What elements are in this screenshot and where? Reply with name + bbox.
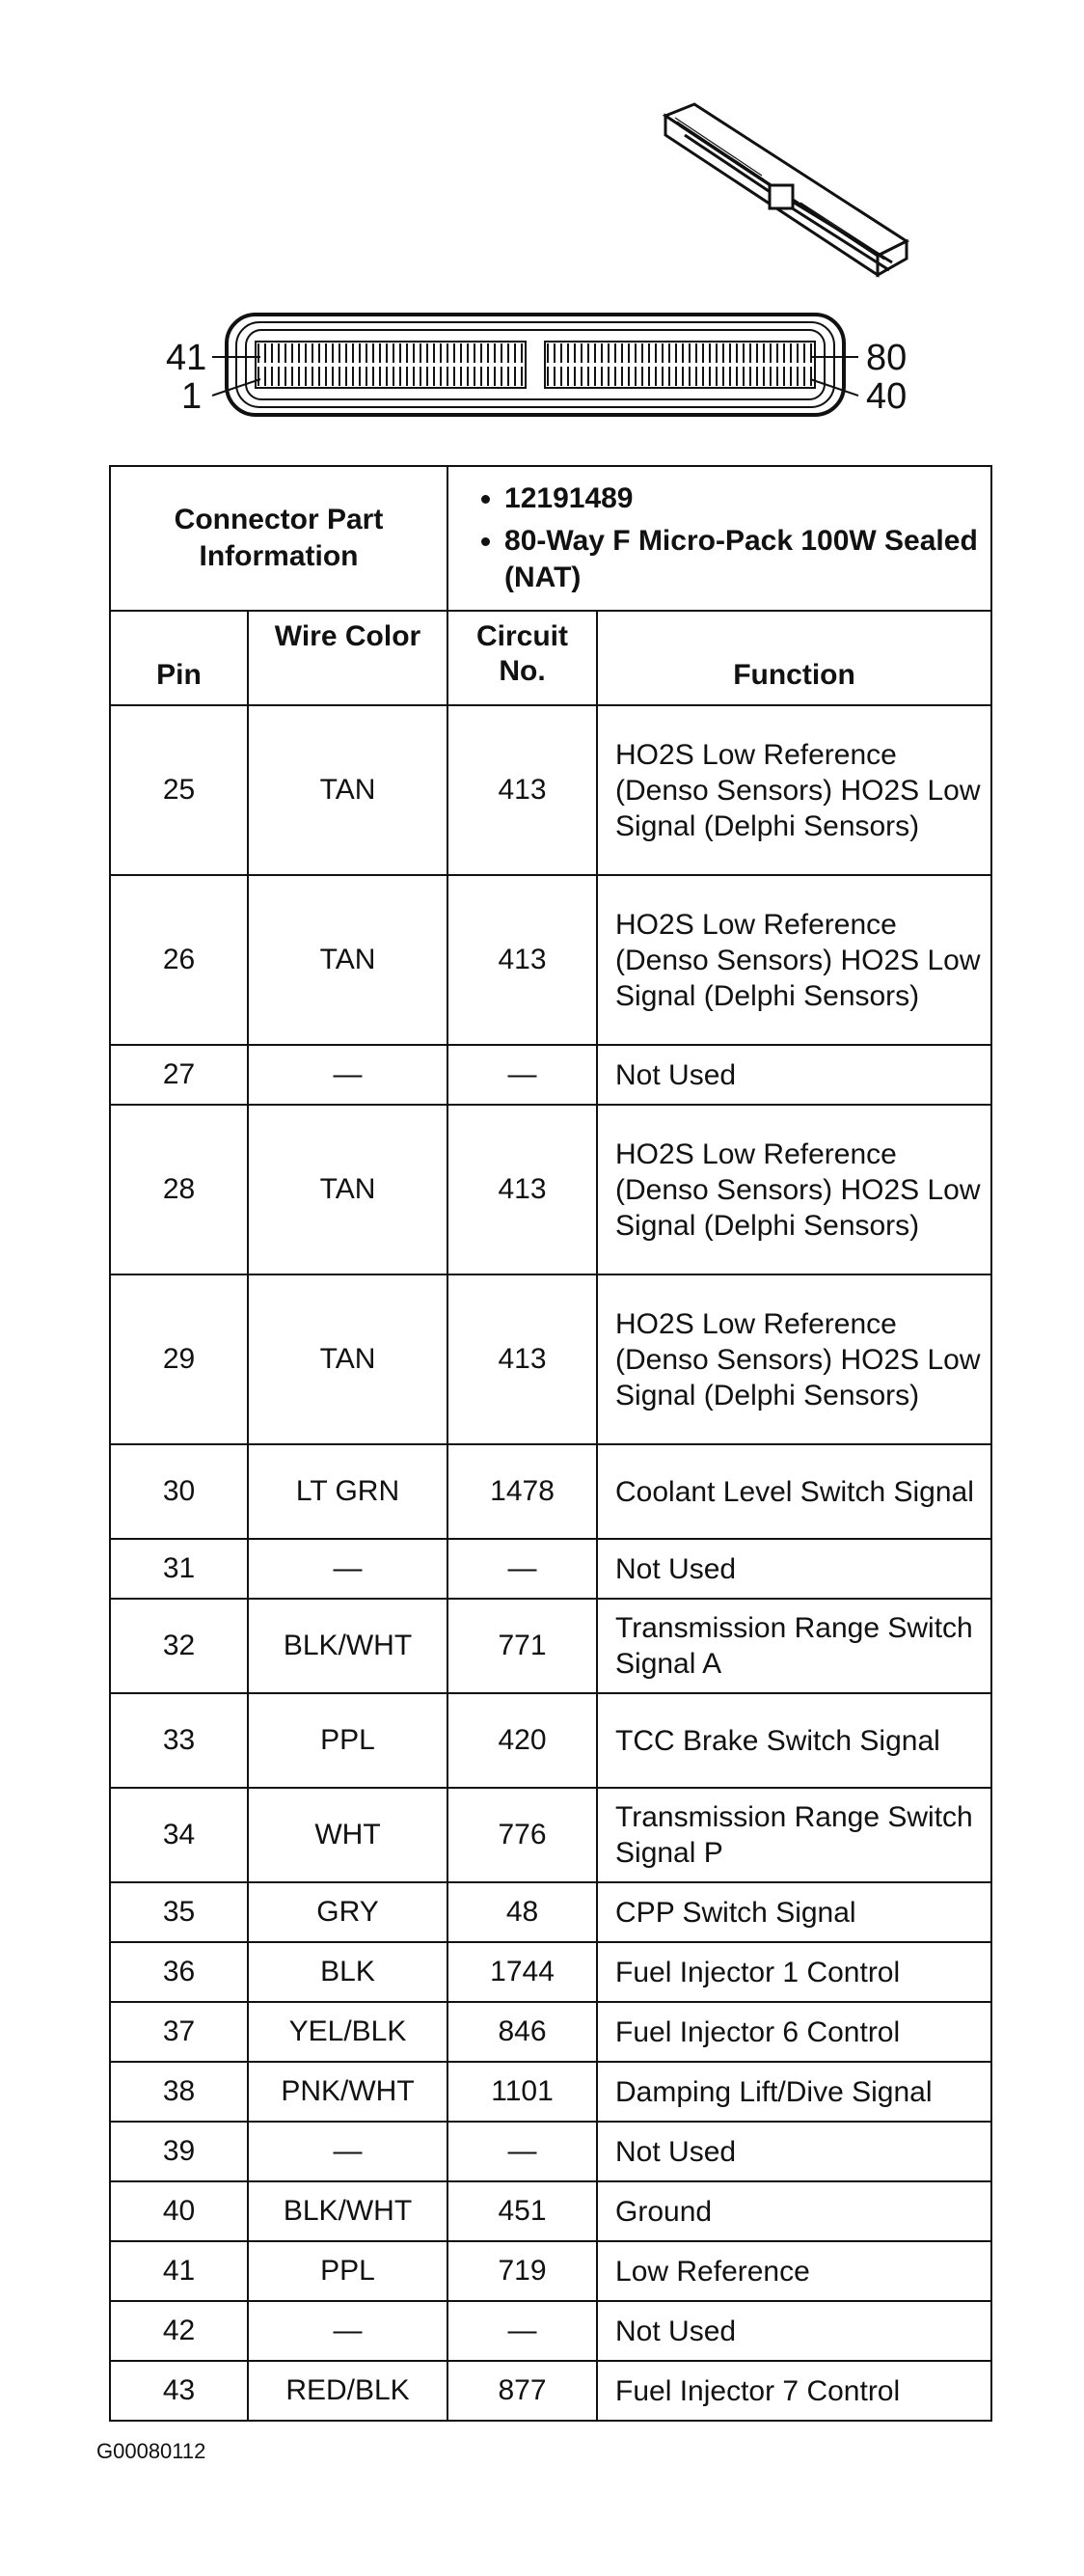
- wire-color-cell: GRY: [248, 1882, 447, 1942]
- pin-cell: 31: [110, 1539, 248, 1599]
- circuit-no-cell: 776: [447, 1788, 597, 1882]
- connector-pin-table: [109, 465, 992, 2422]
- wire-color-cell: PNK/WHT: [248, 2062, 447, 2122]
- wire-color-column-header: Wire Color: [248, 611, 447, 705]
- pin-cell: 39: [110, 2122, 248, 2181]
- pin-cell: 27: [110, 1045, 248, 1105]
- table-row: [110, 2181, 991, 2241]
- circuit-no-cell: —: [447, 1045, 597, 1105]
- function-cell: Low Reference: [597, 2241, 991, 2301]
- pin-cell: 29: [110, 1274, 248, 1444]
- wire-color-cell: —: [248, 1045, 447, 1105]
- circuit-no-cell: —: [447, 1539, 597, 1599]
- table-row: [110, 1693, 991, 1788]
- function-cell: HO2S Low Reference (Denso Sensors) HO2S Low Signal (Delphi Sensors): [597, 1274, 991, 1444]
- pin-cell: 40: [110, 2181, 248, 2241]
- pin-cell: 41: [110, 2241, 248, 2301]
- function-cell: HO2S Low Reference (Denso Sensors) HO2S Low Signal (Delphi Sensors): [597, 1105, 991, 1274]
- function-cell: Fuel Injector 7 Control: [597, 2361, 991, 2421]
- pin-cell: 30: [110, 1444, 248, 1539]
- function-column-header: Function: [597, 611, 991, 705]
- function-cell: Not Used: [597, 2122, 991, 2181]
- function-cell: CPP Switch Signal: [597, 1882, 991, 1942]
- function-cell: Not Used: [597, 1539, 991, 1599]
- pin-cell: 26: [110, 875, 248, 1045]
- pin-label-41: 41: [166, 338, 207, 378]
- wire-color-cell: TAN: [248, 1105, 447, 1274]
- circuit-no-cell: 1744: [447, 1942, 597, 2002]
- wire-color-cell: TAN: [248, 1274, 447, 1444]
- pin-label-80: 80: [866, 338, 908, 378]
- circuit-no-cell: 719: [447, 2241, 597, 2301]
- wire-color-cell: TAN: [248, 705, 447, 875]
- function-cell: Fuel Injector 6 Control: [597, 2002, 991, 2062]
- circuit-no-cell: 413: [447, 1274, 597, 1444]
- circuit-no-cell: —: [447, 2122, 597, 2181]
- table-row: [110, 1105, 991, 1274]
- table-row: [110, 1274, 991, 1444]
- pin-cell: 42: [110, 2301, 248, 2361]
- table-row: [110, 2122, 991, 2181]
- circuit-no-cell: 1478: [447, 1444, 597, 1539]
- circuit-no-cell: 877: [447, 2361, 597, 2421]
- connector-part-details: [447, 466, 991, 611]
- circuit-no-cell: 1101: [447, 2062, 597, 2122]
- connector-info-row: [110, 466, 991, 611]
- pin-cell: 33: [110, 1693, 248, 1788]
- table-row: [110, 1788, 991, 1882]
- circuit-no-cell: 413: [447, 705, 597, 875]
- function-cell: Transmission Range Switch Signal A: [597, 1599, 991, 1693]
- wire-color-cell: —: [248, 2122, 447, 2181]
- wire-color-cell: YEL/BLK: [248, 2002, 447, 2062]
- circuit-no-cell: 413: [447, 1105, 597, 1274]
- function-cell: HO2S Low Reference (Denso Sensors) HO2S Low Signal (Delphi Sensors): [597, 875, 991, 1045]
- circuit-no-cell: 771: [447, 1599, 597, 1693]
- connector-info-label: Connector Part Information: [110, 466, 447, 611]
- part-description: • 80-Way F Micro-Pack 100W Sealed (NAT): [504, 523, 990, 596]
- table-row: [110, 2301, 991, 2361]
- function-cell: HO2S Low Reference (Denso Sensors) HO2S Low Signal (Delphi Sensors): [597, 705, 991, 875]
- table-row: [110, 1599, 991, 1693]
- function-cell: Coolant Level Switch Signal: [597, 1444, 991, 1539]
- function-cell: Not Used: [597, 1045, 991, 1105]
- function-cell: Not Used: [597, 2301, 991, 2361]
- circuit-no-column-header: Circuit No.: [447, 611, 597, 705]
- table-row: [110, 1444, 991, 1539]
- circuit-no-cell: 451: [447, 2181, 597, 2241]
- function-cell: Fuel Injector 1 Control: [597, 1942, 991, 2002]
- table-row: [110, 1882, 991, 1942]
- pin-cell: 38: [110, 2062, 248, 2122]
- circuit-no-cell: 846: [447, 2002, 597, 2062]
- pin-cell: 32: [110, 1599, 248, 1693]
- circuit-no-cell: —: [447, 2301, 597, 2361]
- pin-cell: 37: [110, 2002, 248, 2062]
- pin-label-1: 1: [181, 376, 203, 417]
- table-row: [110, 875, 991, 1045]
- figure-id: G00080112: [96, 2439, 206, 2463]
- wire-color-cell: TAN: [248, 875, 447, 1045]
- wire-color-cell: LT GRN: [248, 1444, 447, 1539]
- part-number: • 12191489: [504, 480, 990, 517]
- wire-color-cell: PPL: [248, 1693, 447, 1788]
- wire-color-cell: —: [248, 1539, 447, 1599]
- function-cell: Ground: [597, 2181, 991, 2241]
- wire-color-cell: BLK: [248, 1942, 447, 2002]
- table-row: [110, 1045, 991, 1105]
- pin-column-header: Pin: [110, 611, 248, 705]
- wire-color-cell: WHT: [248, 1788, 447, 1882]
- pin-cell: 34: [110, 1788, 248, 1882]
- wire-color-cell: BLK/WHT: [248, 2181, 447, 2241]
- circuit-no-cell: 413: [447, 875, 597, 1045]
- pin-cell: 43: [110, 2361, 248, 2421]
- wire-color-cell: —: [248, 2301, 447, 2361]
- table-row: [110, 2361, 991, 2421]
- table-row: [110, 2002, 991, 2062]
- circuit-no-cell: 420: [447, 1693, 597, 1788]
- function-cell: Transmission Range Switch Signal P: [597, 1788, 991, 1882]
- function-cell: Damping Lift/Dive Signal: [597, 2062, 991, 2122]
- table-row: [110, 2241, 991, 2301]
- function-cell: TCC Brake Switch Signal: [597, 1693, 991, 1788]
- wire-color-cell: PPL: [248, 2241, 447, 2301]
- wire-color-cell: BLK/WHT: [248, 1599, 447, 1693]
- pin-cell: 25: [110, 705, 248, 875]
- pin-label-40: 40: [866, 376, 908, 417]
- pin-cell: 35: [110, 1882, 248, 1942]
- connector-perspective-drawing: [637, 96, 926, 289]
- table-row: [110, 2062, 991, 2122]
- connector-face-drawing: [154, 307, 887, 423]
- table-row: [110, 705, 991, 875]
- circuit-no-cell: 48: [447, 1882, 597, 1942]
- pin-cell: 36: [110, 1942, 248, 2002]
- table-row: [110, 1539, 991, 1599]
- column-header-row: [110, 611, 991, 705]
- wire-color-cell: RED/BLK: [248, 2361, 447, 2421]
- pin-cell: 28: [110, 1105, 248, 1274]
- table-row: [110, 1942, 991, 2002]
